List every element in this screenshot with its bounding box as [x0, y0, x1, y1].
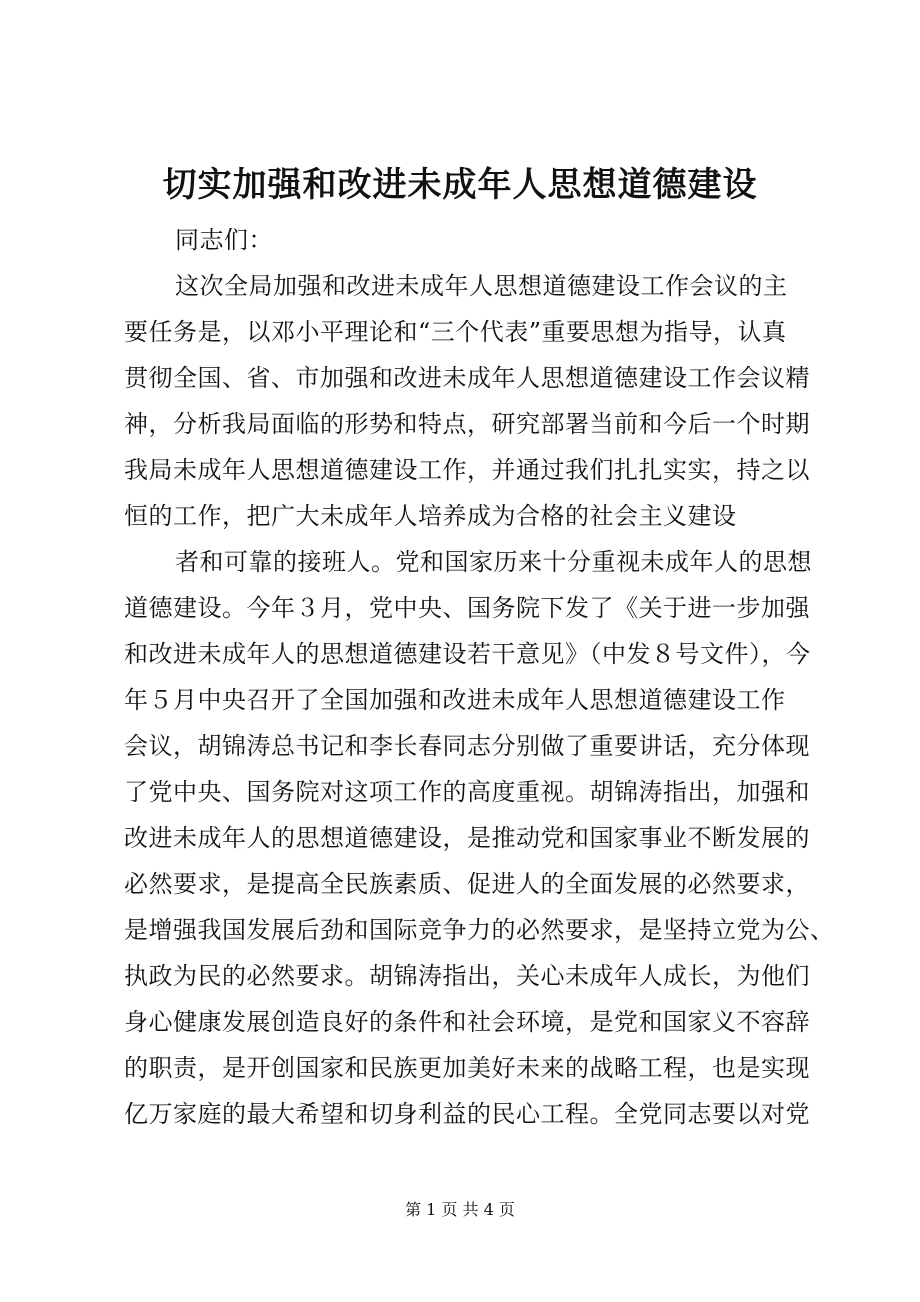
paragraph-line: 亿万家庭的最大希望和切身利益的民心工程。全党同志要以对党 [124, 1100, 810, 1128]
paragraph-line: 会议，胡锦涛总书记和李长春同志分别做了重要讲话，充分体现 [124, 732, 810, 760]
page-number-footer: 第 1 页 共 4 页 [405, 1200, 515, 1219]
paragraph-line: 身心健康发展创造良好的条件和社会环境，是党和国家义不容辞 [124, 1008, 810, 1036]
paragraph-line: 我局未成年人思想道德建设工作，并通过我们扎扎实实，持之以 [124, 456, 810, 484]
paragraph-line: 贯彻全国、省、市加强和改进未成年人思想道德建设工作会议精 [124, 364, 810, 392]
paragraph-line: 要任务是，以邓小平理论和“三个代表”重要思想为指导，认真 [124, 318, 787, 346]
document-title: 切实加强和改进未成年人思想道德建设 [162, 165, 758, 205]
paragraph-line: 和改进未成年人的思想道德建设若干意见》（中发８号文件），今 [124, 640, 811, 668]
paragraph-line: 的职责，是开创国家和民族更加美好未来的战略工程，也是实现 [124, 1054, 810, 1082]
paragraph-line: 改进未成年人的思想道德建设，是推动党和国家事业不断发展的 [124, 824, 810, 852]
paragraph-line: 恒的工作，把广大未成年人培养成为合格的社会主义建设 [124, 502, 737, 530]
paragraph-line: 年５月中央召开了全国加强和改进未成年人思想道德建设工作 [124, 686, 786, 714]
paragraph-line: 神，分析我局面临的形势和特点，研究部署当前和今后一个时期 [124, 410, 810, 438]
paragraph-line: 是增强我国发展后劲和国际竞争力的必然要求，是坚持立党为公、 [124, 916, 835, 944]
paragraph-line: 这次全局加强和改进未成年人思想道德建设工作会议的主 [175, 272, 788, 300]
paragraph-line: 道德建设。今年３月，党中央、国务院下发了《关于进一步加强 [124, 594, 810, 622]
paragraph-line: 执政为民的必然要求。胡锦涛指出，关心未成年人成长，为他们 [124, 962, 810, 990]
salutation: 同志们： [175, 226, 273, 254]
paragraph-line: 了党中央、国务院对这项工作的高度重视。胡锦涛指出，加强和 [124, 778, 810, 806]
paragraph-line: 者和可靠的接班人。党和国家历来十分重视未成年人的思想 [175, 548, 812, 576]
paragraph-line: 必然要求，是提高全民族素质、促进人的全面发展的必然要求， [124, 870, 810, 898]
